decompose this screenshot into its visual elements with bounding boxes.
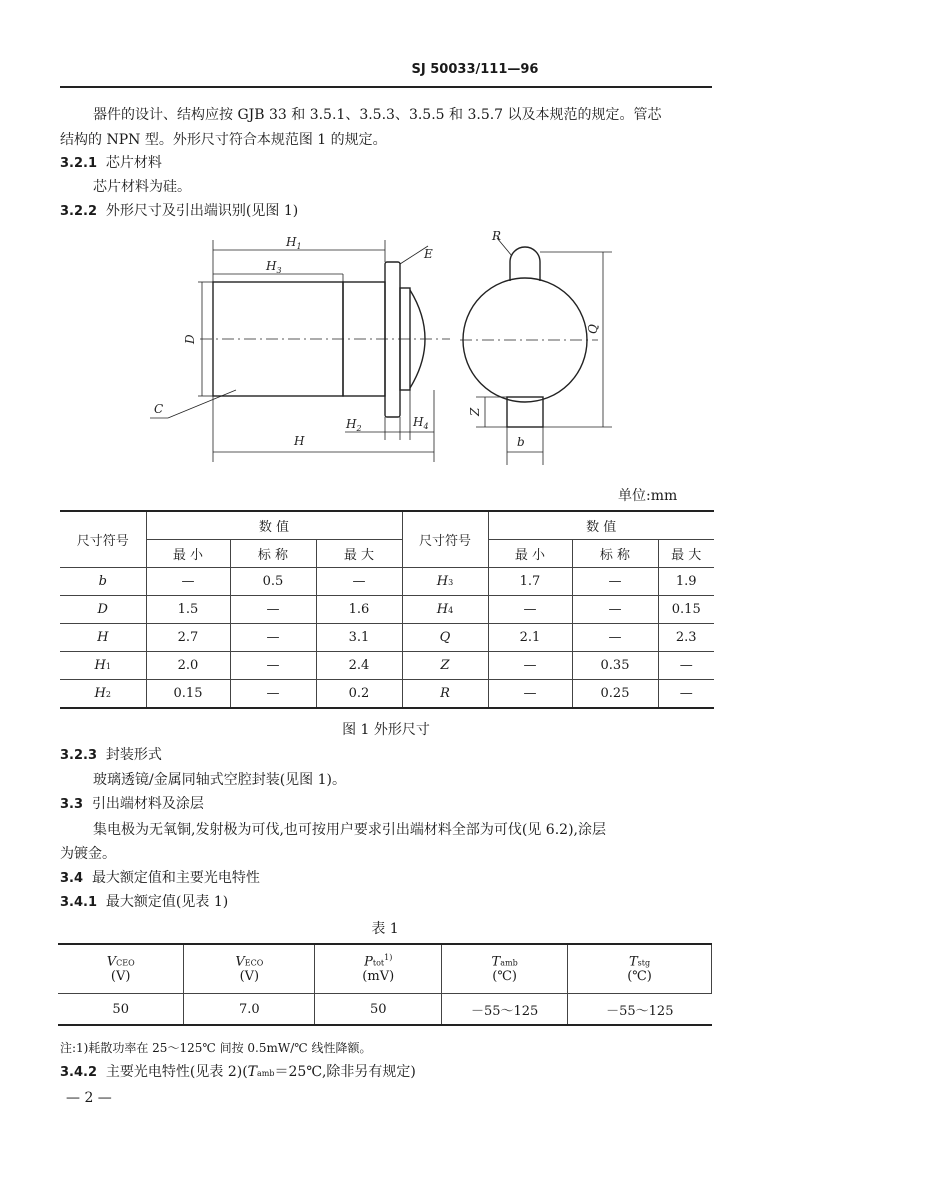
dim-nom: —	[230, 624, 316, 652]
rating-unit: (℃)	[442, 969, 568, 994]
rating-symbol	[58, 944, 184, 969]
rating-unit: (mV)	[315, 969, 442, 994]
dim-nom: —	[230, 596, 316, 624]
dim-symbol	[60, 624, 146, 652]
dim-nom: 0.5	[230, 568, 316, 596]
t-subscript: amb	[257, 1069, 275, 1078]
dim-min: 2.0	[146, 652, 230, 680]
section-title-post: ＝25℃,除非另有规定)	[274, 1064, 416, 1080]
dim-nom: —	[230, 680, 316, 709]
unit-label: 单位:mm	[618, 488, 678, 504]
section-title: 最大额定值(见表 1)	[105, 894, 229, 910]
dim-nom: —	[230, 652, 316, 680]
table-row	[60, 652, 714, 680]
section-3-4-1-heading	[60, 892, 228, 913]
end-circle	[463, 278, 587, 402]
section-number: 3.2.2	[60, 204, 98, 219]
section-title: 芯片材料	[105, 155, 162, 171]
dim-min: 1.5	[146, 596, 230, 624]
symbol-letter: T	[491, 954, 501, 969]
dim-symbol	[60, 568, 146, 596]
dim-nom: 0.25	[572, 680, 658, 709]
label-h4: $H_4$	[413, 415, 429, 431]
symbol-subscript: 4	[448, 606, 454, 615]
label-d: D	[183, 334, 197, 344]
dim-symbol	[402, 568, 488, 596]
symbol-subscript: stg	[637, 958, 651, 967]
dim-symbol-header-2: 尺寸符号	[402, 511, 488, 568]
symbol-letter: P	[364, 954, 373, 969]
label-e: E	[424, 247, 433, 261]
dim-min: —	[146, 568, 230, 596]
dimension-table	[60, 510, 714, 709]
section-number: 3.2.3	[60, 748, 98, 763]
max-header: 最 大	[316, 540, 402, 568]
section-3-3-line-2: 为镀金。	[60, 846, 116, 862]
label-z: Z	[468, 407, 482, 416]
section-3-2-3-heading	[60, 745, 162, 766]
symbol-letter: b	[98, 574, 107, 589]
section-number: 3.2.1	[60, 156, 98, 171]
dim-min: 0.15	[146, 680, 230, 709]
symbol-letter: T	[628, 954, 638, 969]
symbol-letter: R	[440, 686, 450, 701]
intro-line-1: 器件的设计、结构应按 GJB 33 和 3.5.1、3.5.3、3.5.5 和 3.5.7 以及本规范的规定。管芯	[93, 107, 662, 123]
rating-value: －55～125	[442, 994, 568, 1026]
label-c: C	[154, 402, 164, 416]
section-3-4-heading	[60, 868, 260, 889]
dim-symbol	[60, 680, 146, 709]
symbol-letter: D	[97, 602, 108, 617]
rating-unit: (℃)	[568, 969, 712, 994]
nom-header: 标 称	[230, 540, 316, 568]
dim-symbol	[402, 596, 488, 624]
section-3-2-1-body: 芯片材料为硅。	[93, 179, 191, 195]
section-3-3-heading	[60, 794, 204, 815]
symbol-subscript: 2	[105, 690, 111, 699]
table-row	[60, 596, 714, 624]
symbol-subscript: 3	[448, 578, 454, 587]
symbol-letter: H	[436, 574, 449, 589]
t-symbol: T	[247, 1064, 258, 1080]
dim-symbol	[402, 624, 488, 652]
dim-symbol	[60, 596, 146, 624]
table1-caption: 表 1	[371, 921, 399, 937]
dim-min: 2.1	[488, 624, 572, 652]
max-ratings-table	[58, 943, 712, 1026]
section-3-3-line-1: 集电极为无氧铜,发射极为可伐,也可按用户要求引出端材料全部为可伐(见 6.2),涂层	[93, 822, 606, 838]
dim-symbol-header: 尺寸符号	[60, 511, 146, 568]
section-number: 3.4.1	[60, 895, 98, 910]
outline-drawing	[0, 0, 950, 480]
label-b: b	[517, 435, 525, 449]
label-q: Q	[586, 324, 600, 334]
section-number: 3.4	[60, 871, 84, 886]
symbol-subscript: ECO	[244, 958, 264, 967]
label-h2: $H_2$	[346, 417, 362, 433]
section-title: 外形尺寸及引出端识别(见图 1)	[105, 203, 299, 219]
figure-caption: 图 1 外形尺寸	[342, 722, 430, 738]
dim-value-header-2: 数 值	[488, 511, 714, 540]
symbol-letter: Q	[439, 630, 451, 645]
dim-value-header: 数 值	[146, 511, 402, 540]
dim-min: —	[488, 652, 572, 680]
symbol-superscript: 1)	[384, 952, 393, 962]
min-header-2: 最 小	[488, 540, 572, 568]
dim-nom: —	[572, 624, 658, 652]
intro-line-2: 结构的 NPN 型。外形尺寸符合本规范图 1 的规定。	[60, 132, 387, 148]
table-row	[60, 624, 714, 652]
table-row	[60, 568, 714, 596]
top-tab	[510, 247, 540, 281]
dim-max: 2.4	[316, 652, 402, 680]
dim-symbol	[402, 652, 488, 680]
rating-value: 7.0	[184, 994, 315, 1026]
symbol-subscript: 1	[105, 662, 111, 671]
dim-min: —	[488, 680, 572, 709]
section-title: 封装形式	[105, 747, 162, 763]
symbol-letter: H	[97, 630, 109, 645]
label-h1: $H_1$	[286, 235, 302, 251]
dim-max: 0.15	[658, 596, 714, 624]
section-title-pre: 主要光电特性(见表 2)(	[105, 1064, 248, 1080]
symbol-subscript: CEO	[116, 958, 135, 967]
dim-min: 2.7	[146, 624, 230, 652]
rating-symbol	[442, 944, 568, 969]
symbol-letter: H	[436, 602, 449, 617]
dim-max: —	[316, 568, 402, 596]
dim-nom: —	[572, 568, 658, 596]
rating-symbol	[315, 944, 442, 969]
table-row	[60, 680, 714, 709]
dim-max: 1.6	[316, 596, 402, 624]
section-number: 3.3	[60, 797, 84, 812]
dim-max: 1.9	[658, 568, 714, 596]
nom-header-2: 标 称	[572, 540, 658, 568]
rating-unit: (V)	[184, 969, 315, 994]
symbol-letter: H	[94, 658, 106, 673]
dim-symbol	[60, 652, 146, 680]
section-number: 3.4.2	[60, 1065, 98, 1080]
section-title: 引出端材料及涂层	[91, 796, 204, 812]
rating-symbol	[184, 944, 315, 969]
rating-unit: (V)	[58, 969, 184, 994]
rating-symbol	[568, 944, 712, 969]
max-header-2: 最 大	[658, 540, 714, 568]
min-header: 最 小	[146, 540, 230, 568]
dim-max: 3.1	[316, 624, 402, 652]
label-r: R	[492, 229, 502, 243]
rating-value: －55～125	[606, 1003, 674, 1019]
table1-note: 注:1)耗散功率在 25～125℃ 间按 0.5mW/℃ 线性降额。	[60, 1041, 372, 1055]
symbol-letter: Z	[440, 658, 450, 673]
dim-nom: —	[572, 596, 658, 624]
label-h: H	[294, 434, 305, 448]
dim-max: —	[658, 652, 714, 680]
dim-max: —	[658, 680, 714, 709]
dim-symbol	[402, 680, 488, 709]
symbol-letter: V	[106, 954, 117, 969]
section-title: 最大额定值和主要光电特性	[91, 870, 260, 886]
page-header: SJ 50033/111—96	[411, 62, 539, 77]
label-h3: $H_3$	[266, 259, 282, 275]
dim-max: 0.2	[316, 680, 402, 709]
rating-value: 50	[315, 994, 442, 1026]
symbol-subscript: tot	[372, 958, 385, 967]
dim-min: 1.7	[488, 568, 572, 596]
symbol-letter: H	[94, 686, 106, 701]
section-3-4-2-heading	[60, 1062, 416, 1084]
dim-nom: 0.35	[572, 652, 658, 680]
symbol-subscript: amb	[500, 958, 518, 967]
page-number: — 2 —	[66, 1090, 112, 1106]
symbol-letter: V	[235, 954, 245, 969]
rating-value: 50	[58, 994, 184, 1026]
dim-max: 2.3	[658, 624, 714, 652]
dim-min: —	[488, 596, 572, 624]
flange	[385, 262, 400, 417]
section-3-2-3-body: 玻璃透镜/金属同轴式空腔封装(见图 1)。	[93, 772, 346, 788]
